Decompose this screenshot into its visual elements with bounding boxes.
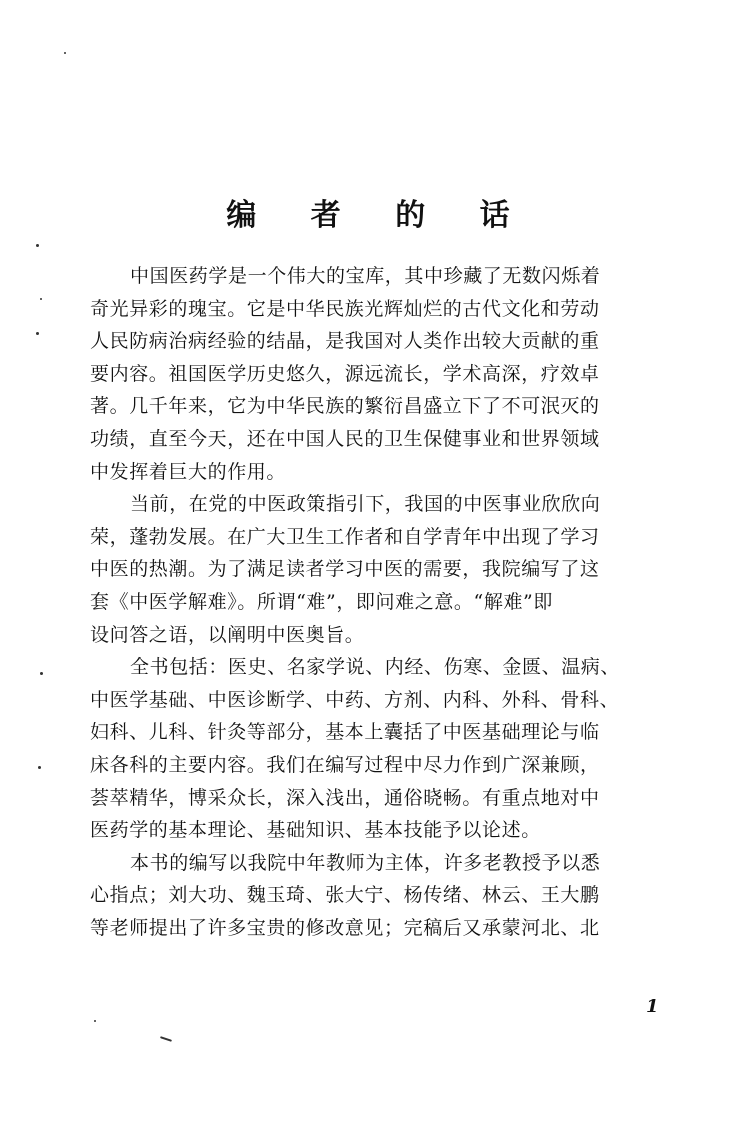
scan-speck <box>40 672 43 675</box>
text-line: 医药学的基本理论、基础知识、基本技能予以论述。 <box>90 819 541 842</box>
text-line: 中医学基础、中医诊断学、中药、方剂、内科、外科、骨科、 <box>90 688 620 711</box>
page-title: 编 者 的 话 <box>226 198 532 233</box>
page-number: 1 <box>646 996 659 1017</box>
text-line: 中医的热潮。为了满足读者学习中医的需要，我院编写了这 <box>90 558 600 581</box>
text-line: 设问答之语，以阐明中医奥旨。 <box>90 623 365 646</box>
text-line: 中发挥着巨大的作用。 <box>90 460 287 483</box>
scan-speck <box>36 244 39 247</box>
scan-speck <box>38 766 41 769</box>
text-line: 人民防病治病经验的结晶，是我国对人类作出较大贡献的重 <box>90 330 600 353</box>
text-line: 著。几千年来，它为中华民族的繁衍昌盛立下了不可泯灭的 <box>90 395 600 418</box>
text-line: 荟萃精华，博采众长，深入浅出，通俗晓畅。有重点地对中 <box>90 786 600 809</box>
text-line: 心指点；刘大功、魏玉琦、张大宁、杨传绪、林云、王大鹏 <box>90 884 600 907</box>
text-line: 本书的编写以我院中年教师为主体，许多老教授予以悉 <box>130 851 601 874</box>
scan-speck <box>160 1036 172 1042</box>
text-line: 全书包括：医史、名家学说、内经、伤寒、金匮、温病、 <box>130 656 621 679</box>
text-line: 套《中医学解难》。所谓“难”，即问难之意。“解难”即 <box>90 590 553 613</box>
text-line: 奇光异彩的瑰宝。它是中华民族光辉灿烂的古代文化和劳动 <box>90 297 600 320</box>
foreword-body <box>90 260 690 944</box>
text-line: 功绩，直至今天，还在中国人民的卫生保健事业和世界领域 <box>90 427 600 450</box>
text-line: 要内容。祖国医学历史悠久，源远流长，学术高深，疗效卓 <box>90 362 600 385</box>
scan-speck <box>94 1020 96 1022</box>
text-line: 等老师提出了许多宝贵的修改意见；完稿后又承蒙河北、北 <box>90 916 600 939</box>
text-line: 床各科的主要内容。我们在编写过程中尽力作到广深兼顾， <box>90 753 600 776</box>
scan-speck <box>64 52 66 54</box>
text-line: 当前，在党的中医政策指引下，我国的中医事业欣欣向 <box>130 493 601 516</box>
text-line: 荣，蓬勃发展。在广大卫生工作者和自学青年中出现了学习 <box>90 525 600 548</box>
text-line: 中国医药学是一个伟大的宝库，其中珍藏了无数闪烁着 <box>130 265 601 287</box>
scan-speck <box>40 298 42 300</box>
scan-speck <box>36 332 39 335</box>
text-line: 妇科、儿科、针灸等部分，基本上囊括了中医基础理论与临 <box>90 721 600 744</box>
